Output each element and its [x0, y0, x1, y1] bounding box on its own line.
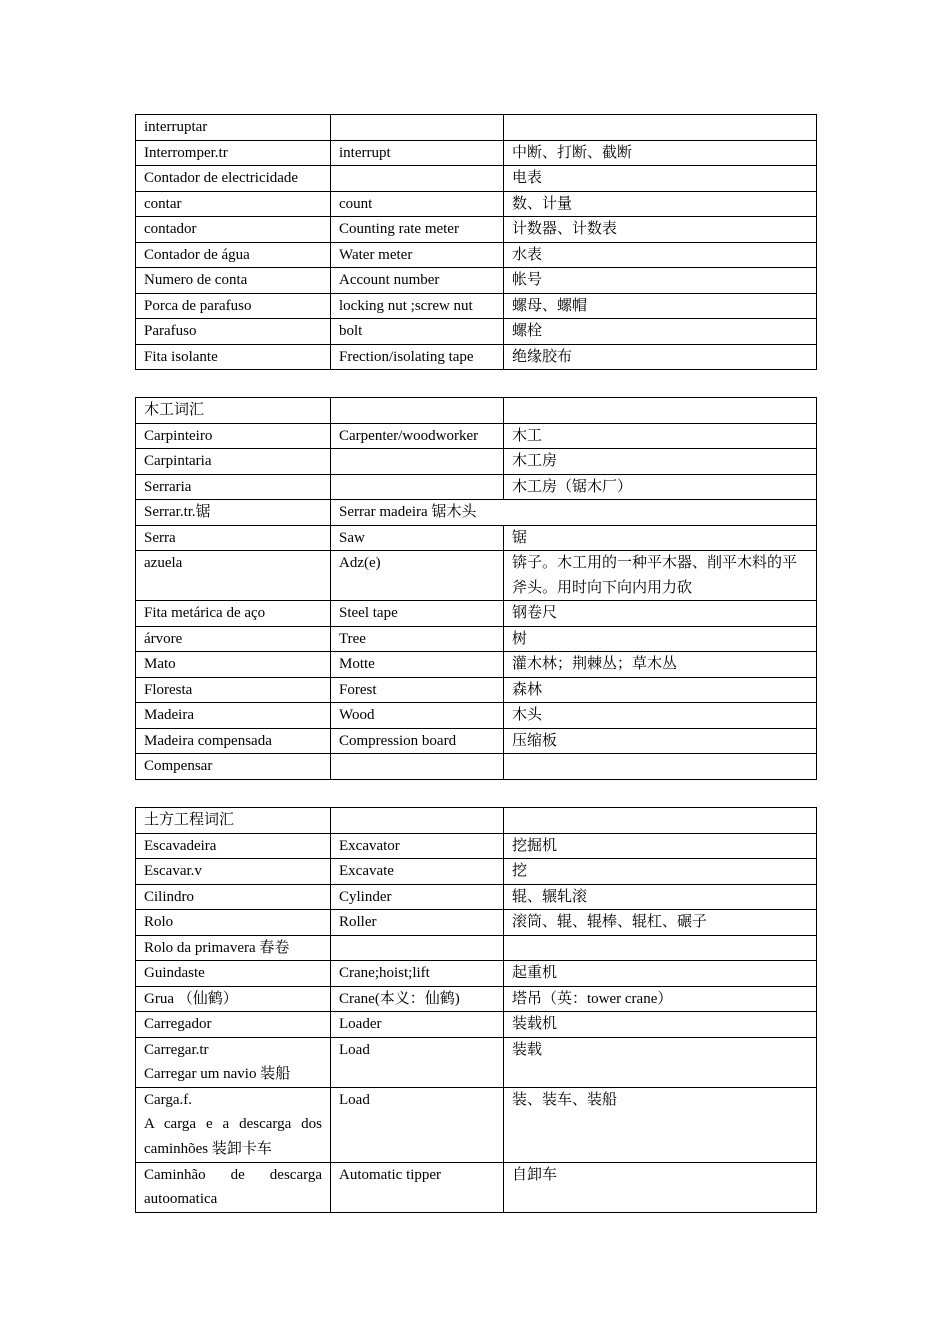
portuguese-cell: contar — [136, 191, 331, 217]
table-row — [136, 833, 817, 859]
english-cell: Excavate — [331, 859, 504, 885]
english-cell: Excavator — [331, 833, 504, 859]
table-row — [136, 551, 817, 601]
chinese-cell: 钢卷尺 — [504, 601, 817, 627]
chinese-cell — [504, 935, 817, 961]
chinese-cell: 数、计量 — [504, 191, 817, 217]
portuguese-cell: Serrar.tr.锯 — [136, 500, 331, 526]
portuguese-cell: Fita isolante — [136, 344, 331, 370]
chinese-cell: 装载机 — [504, 1012, 817, 1038]
chinese-cell: 灌木林；荆棘丛；草木丛 — [504, 652, 817, 678]
portuguese-cell: azuela — [136, 551, 331, 601]
table-row — [136, 626, 817, 652]
table-row — [136, 242, 817, 268]
chinese-cell: 装、装车、装船 — [504, 1087, 817, 1162]
chinese-cell: 滚筒、辊、辊棒、辊杠、碾子 — [504, 910, 817, 936]
table-row — [136, 808, 817, 834]
table-row — [136, 1012, 817, 1038]
portuguese-cell: interruptar — [136, 115, 331, 141]
table-row — [136, 961, 817, 987]
english-cell: Frection/isolating tape — [331, 344, 504, 370]
chinese-cell: 计数器、计数表 — [504, 217, 817, 243]
chinese-cell: 塔吊（英：tower crane） — [504, 986, 817, 1012]
table-row — [136, 344, 817, 370]
vocab-table-carpentry — [135, 397, 817, 780]
cell-line: Caminhão de descarga — [144, 1166, 322, 1183]
portuguese-cell: Porca de parafuso — [136, 293, 331, 319]
english-cell — [331, 449, 504, 475]
portuguese-cell: Contador de água — [136, 242, 331, 268]
cell-line: autoomatica — [144, 1191, 218, 1207]
table-row — [136, 986, 817, 1012]
chinese-cell: 自卸车 — [504, 1162, 817, 1212]
table-row — [136, 449, 817, 475]
table-row — [136, 166, 817, 192]
table-row — [136, 268, 817, 294]
portuguese-cell: Serra — [136, 525, 331, 551]
english-cell: Steel tape — [331, 601, 504, 627]
table-row — [136, 677, 817, 703]
merged-cell: Serrar madeira 锯木头 — [331, 500, 817, 526]
english-cell: Loader — [331, 1012, 504, 1038]
portuguese-cell: Contador de electricidade — [136, 166, 331, 192]
portuguese-cell: Grua （仙鹤） — [136, 986, 331, 1012]
chinese-cell: 电表 — [504, 166, 817, 192]
portuguese-cell: Guindaste — [136, 961, 331, 987]
table-row — [136, 859, 817, 885]
chinese-cell: 锯 — [504, 525, 817, 551]
table-row — [136, 884, 817, 910]
cell-line: caminhões 装卸卡车 — [144, 1140, 272, 1157]
table-row — [136, 935, 817, 961]
table-row — [136, 293, 817, 319]
english-cell: Adz(e) — [331, 551, 504, 601]
table-row — [136, 423, 817, 449]
english-cell: Tree — [331, 626, 504, 652]
english-cell: bolt — [331, 319, 504, 345]
portuguese-cell: Rolo — [136, 910, 331, 936]
table-row — [136, 1037, 817, 1087]
chinese-cell: 木工房（锯木厂） — [504, 474, 817, 500]
table-row — [136, 319, 817, 345]
chinese-cell: 中断、打断、截断 — [504, 140, 817, 166]
portuguese-cell: árvore — [136, 626, 331, 652]
vocab-table-earthwork — [135, 807, 817, 1213]
chinese-cell: 起重机 — [504, 961, 817, 987]
chinese-cell: 木头 — [504, 703, 817, 729]
english-cell: Compression board — [331, 728, 504, 754]
english-cell: count — [331, 191, 504, 217]
english-cell: Automatic tipper — [331, 1162, 504, 1212]
chinese-cell — [504, 115, 817, 141]
english-cell: Saw — [331, 525, 504, 551]
portuguese-cell: Escavar.v — [136, 859, 331, 885]
table-row — [136, 398, 817, 424]
english-cell: Crane;hoist;lift — [331, 961, 504, 987]
table-row — [136, 217, 817, 243]
english-cell: interrupt — [331, 140, 504, 166]
cell-line: Carregar.tr — [144, 1041, 209, 1058]
section-heading-cell: 土方工程词汇 — [136, 808, 331, 834]
table-row — [136, 728, 817, 754]
english-cell — [331, 754, 504, 780]
portuguese-cell: Carpinteiro — [136, 423, 331, 449]
portuguese-cell: Interromper.tr — [136, 140, 331, 166]
english-cell: Crane(本义：仙鹤) — [331, 986, 504, 1012]
table-row — [136, 754, 817, 780]
english-cell: locking nut ;screw nut — [331, 293, 504, 319]
chinese-cell — [504, 754, 817, 780]
english-cell — [331, 808, 504, 834]
portuguese-cell: Madeira compensada — [136, 728, 331, 754]
english-cell — [331, 166, 504, 192]
chinese-cell: 森林 — [504, 677, 817, 703]
portuguese-cell: Compensar — [136, 754, 331, 780]
portuguese-cell: contador — [136, 217, 331, 243]
portuguese-cell — [136, 1037, 331, 1087]
portuguese-cell: Numero de conta — [136, 268, 331, 294]
portuguese-cell: Carregador — [136, 1012, 331, 1038]
chinese-cell: 装载 — [504, 1037, 817, 1087]
table-row — [136, 140, 817, 166]
table-row — [136, 652, 817, 678]
chinese-cell: 水表 — [504, 242, 817, 268]
chinese-cell: 绝缘胶布 — [504, 344, 817, 370]
english-cell: Cylinder — [331, 884, 504, 910]
table-row — [136, 601, 817, 627]
chinese-cell: 螺栓 — [504, 319, 817, 345]
chinese-cell: 木工 — [504, 423, 817, 449]
cell-line: Carregar um navio 装船 — [144, 1066, 291, 1082]
english-cell: Water meter — [331, 242, 504, 268]
portuguese-cell: Serraria — [136, 474, 331, 500]
table-row — [136, 1087, 817, 1162]
english-cell: Carpenter/woodworker — [331, 423, 504, 449]
english-cell — [331, 935, 504, 961]
english-cell: Account number — [331, 268, 504, 294]
portuguese-cell: Parafuso — [136, 319, 331, 345]
chinese-cell: 辊、辗轧滚 — [504, 884, 817, 910]
chinese-cell: 木工房 — [504, 449, 817, 475]
portuguese-cell: Fita metárica de aço — [136, 601, 331, 627]
chinese-cell: 挖 — [504, 859, 817, 885]
chinese-cell: 螺母、螺帽 — [504, 293, 817, 319]
portuguese-cell: Cilindro — [136, 884, 331, 910]
table-row — [136, 191, 817, 217]
table-row — [136, 910, 817, 936]
english-cell: Motte — [331, 652, 504, 678]
chinese-cell: 树 — [504, 626, 817, 652]
table-row — [136, 474, 817, 500]
table-row — [136, 500, 817, 526]
cell-line: Carga.f. — [144, 1091, 193, 1108]
english-cell: Load — [331, 1087, 504, 1162]
chinese-cell: 帐号 — [504, 268, 817, 294]
english-cell: Load — [331, 1037, 504, 1087]
chinese-cell: 锛子。木工用的一种平木器、削平木料的平斧头。用时向下向内用力砍 — [504, 551, 817, 601]
portuguese-cell: Carpintaria — [136, 449, 331, 475]
portuguese-cell: Madeira — [136, 703, 331, 729]
portuguese-cell: Rolo da primavera 春卷 — [136, 935, 331, 961]
english-cell — [331, 115, 504, 141]
portuguese-cell — [136, 1162, 331, 1212]
cell-line: A carga e a descarga dos — [144, 1116, 322, 1132]
english-cell: Forest — [331, 677, 504, 703]
english-cell: Counting rate meter — [331, 217, 504, 243]
section-heading-cell: 木工词汇 — [136, 398, 331, 424]
portuguese-cell: Escavadeira — [136, 833, 331, 859]
table-row — [136, 703, 817, 729]
portuguese-cell — [136, 1087, 331, 1162]
chinese-cell — [504, 398, 817, 424]
english-cell: Roller — [331, 910, 504, 936]
chinese-cell: 挖掘机 — [504, 833, 817, 859]
chinese-cell — [504, 808, 817, 834]
english-cell — [331, 398, 504, 424]
vocab-table-electrical — [135, 114, 817, 370]
english-cell: Wood — [331, 703, 504, 729]
table-row — [136, 115, 817, 141]
portuguese-cell: Floresta — [136, 677, 331, 703]
table-row — [136, 1162, 817, 1212]
portuguese-cell: Mato — [136, 652, 331, 678]
english-cell — [331, 474, 504, 500]
table-row — [136, 525, 817, 551]
chinese-cell: 压缩板 — [504, 728, 817, 754]
